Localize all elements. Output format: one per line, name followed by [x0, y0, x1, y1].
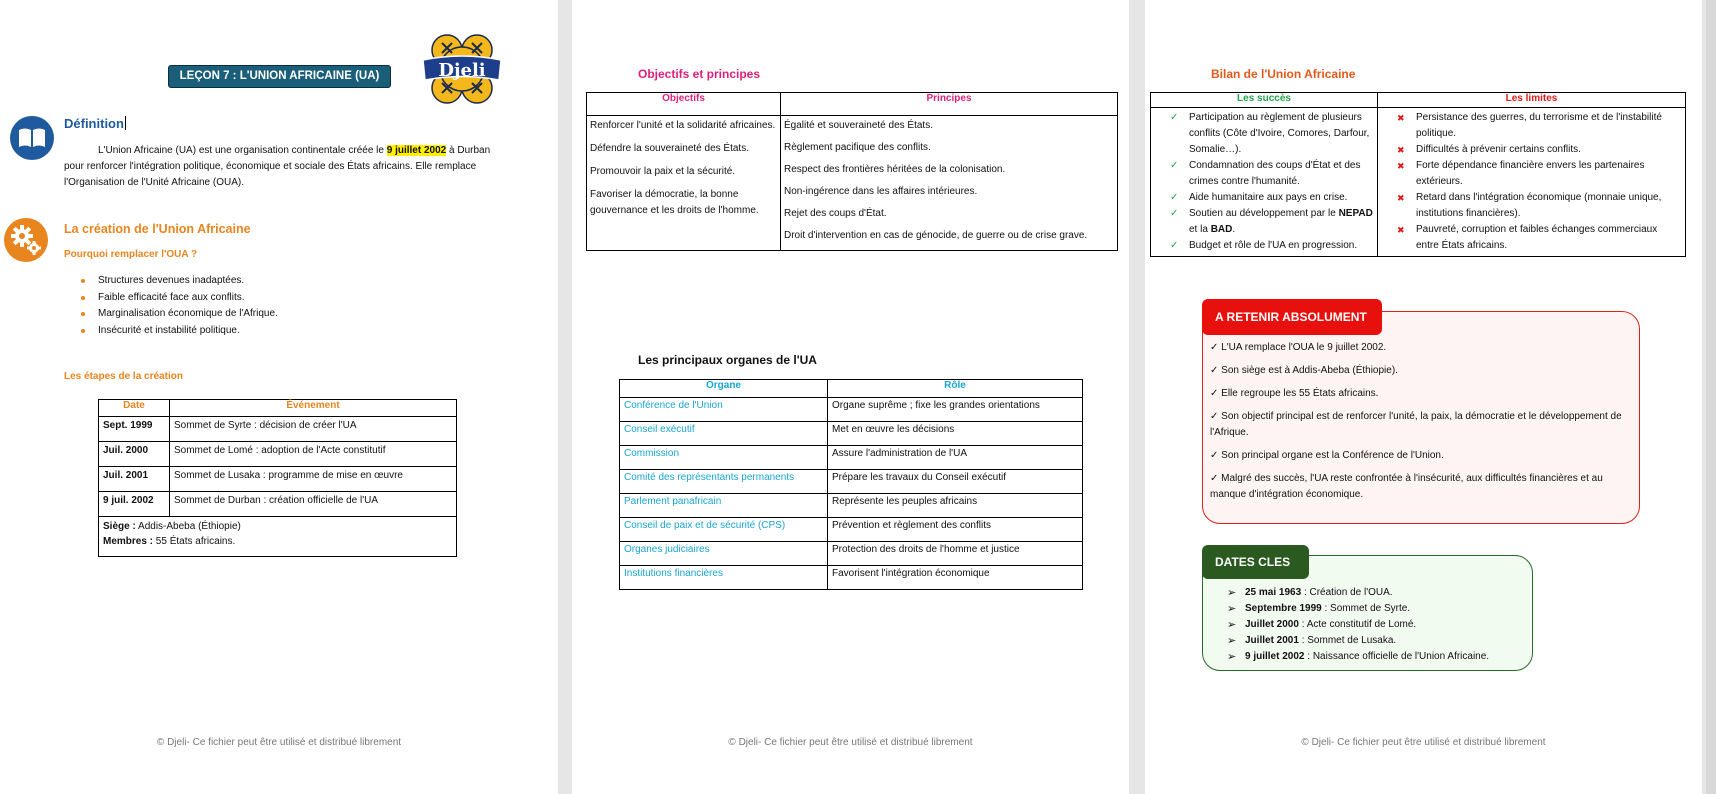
cross-icon: ✖: [1397, 113, 1405, 123]
bilan-heading: Bilan de l'Union Africaine: [1211, 67, 1356, 81]
list-item: ✓ Son principal organe est la Conférence de l'Union.: [1210, 450, 1444, 461]
column-header: Rôle: [828, 380, 1083, 398]
table-row: [587, 116, 1118, 251]
page-1: [0, 0, 558, 794]
definition-heading: Définition: [64, 116, 124, 131]
column-header: Les limites: [1378, 93, 1686, 108]
table-row: Comité des représentants permanents Prépare les travaux du Conseil exécutif: [620, 470, 1083, 494]
organs-table: [619, 379, 1083, 590]
bilan-table: [1150, 92, 1686, 257]
list-item: ✖ Pauvreté, corruption et faibles échanges commerciaux entre États africains.: [1397, 224, 1658, 251]
logo-text: Djeli: [438, 60, 486, 81]
objectives-cell: Renforcer l'unité et la solidarité africaines. Défendre la souveraineté des États. Promouvoir la paix et la sécurité. Favoriser la démocratie, la bonne gouvernance et les droits de l'homme.: [587, 116, 781, 251]
table-row: Conseil de paix et de sécurité (CPS) Prévention et règlement des conflits: [620, 518, 1083, 542]
arrow-icon: ➢: [1227, 619, 1237, 631]
list-item: ✓ Elle regroupe les 55 États africains.: [1210, 388, 1379, 399]
table-row: Sept. 1999 Sommet de Syrte : décision de créer l'UA: [99, 417, 457, 442]
check-icon: ✓: [1170, 160, 1179, 171]
table-row: Commission Assure l'administration de l'UA: [620, 446, 1083, 470]
page-footer: © Djeli- Ce fichier peut être utilisé et distribué librement: [156, 737, 402, 748]
list-item: ➢ 25 mai 1963 : Création de l'OUA.: [1227, 587, 1393, 599]
table-row: 9 juil. 2002 Sommet de Durban : création officielle de l'UA: [99, 492, 457, 517]
definition-text: L'Union Africaine (UA) est une organisation continentale créée le 9 juillet 2002 à Durban pour renforcer l'intégration politique, économique et sociale des États africains. Elle remplace l'Organisation de l'Unité Africaine (OUA).: [64, 145, 491, 188]
check-icon: ✓: [1170, 240, 1179, 251]
table-row: Juil. 2000 Sommet de Lomé : adoption de l'Acte constitutif: [99, 442, 457, 467]
list-item: ➢ Juillet 2001 : Sommet de Lusaka.: [1227, 635, 1397, 647]
list-item: Insécurité et instabilité politique.: [80, 323, 278, 340]
list-item: Faible efficacité face aux conflits.: [80, 290, 278, 307]
column-header: Principes: [781, 93, 1118, 116]
arrow-icon: ➢: [1227, 635, 1237, 647]
check-icon: ✓: [1170, 192, 1179, 203]
definition-badge: [10, 116, 54, 160]
reasons-list: [80, 273, 278, 339]
list-item: Structures devenues inadaptées.: [80, 273, 278, 290]
list-item: ➢ 9 juillet 2002 : Naissance officielle de l'Union Africaine.: [1227, 651, 1490, 663]
list-item: ✖ Retard dans l'intégration économique (monnaie unique, institutions financières).: [1397, 192, 1662, 219]
page-footer: © Djeli- Ce fichier peut être utilisé et distribué librement: [728, 737, 973, 748]
table-row: [1151, 108, 1686, 257]
creation-heading: La création de l'Union Africaine: [64, 222, 251, 236]
list-item: ✓ Son objectif principal est de renforcer l'unité, la paix, la démocratie et le développement de l'Afrique.: [1210, 411, 1622, 438]
list-item: ✓ Participation au règlement de plusieurs conflits (Côte d'Ivoire, Comores, Darfour, Somalie…).: [1170, 112, 1370, 155]
table-row: Juil. 2001 Sommet de Lusaka : programme de mise en œuvre: [99, 467, 457, 492]
list-item: ✓ Soutien au développement par le NEPAD et la BAD.: [1170, 208, 1373, 235]
column-header: Organe: [620, 380, 828, 398]
siege-cell: Siège : Addis-Abeba (Éthiopie) Membres : 55 États africains.: [99, 517, 457, 557]
list-item: ✓ Malgré des succès, l'UA reste confrontée à l'insécurité, aux difficultés financières et au manque d'intégration économique.: [1210, 473, 1603, 500]
arrow-icon: ➢: [1227, 603, 1237, 615]
arrow-icon: ➢: [1227, 587, 1237, 599]
lesson-title: LEÇON 7 : L'UNION AFRICAINE (UA): [168, 65, 391, 88]
limits-cell: [1378, 108, 1686, 257]
retenir-title: A RETENIR ABSOLUMENT: [1202, 299, 1382, 335]
list-item: ✓ Son siège est à Addis-Abeba (Éthiopie).: [1210, 365, 1398, 376]
dates-title: DATES CLES: [1202, 545, 1309, 579]
list-item: ➢ Septembre 1999 : Sommet de Syrte.: [1227, 603, 1411, 615]
djeli-logo: [417, 30, 507, 108]
column-header: Objectifs: [587, 93, 781, 116]
table-row: [99, 517, 457, 557]
creation-badge: [4, 218, 48, 262]
table-row: Conseil exécutif Met en œuvre les décisions: [620, 422, 1083, 446]
list-item: ✖ Forte dépendance financière envers les partenaires extérieurs.: [1397, 160, 1645, 187]
table-row: Organes judiciaires Protection des droits de l'homme et justice: [620, 542, 1083, 566]
retenir-list: [1210, 340, 1634, 510]
column-header: Date: [99, 400, 170, 417]
vertical-scrollbar[interactable]: [1706, 0, 1716, 794]
successes-cell: [1151, 108, 1378, 257]
steps-heading: Les étapes de la création: [64, 371, 183, 382]
text-cursor: [125, 116, 126, 130]
table-row: Conférence de l'Union Organe suprême ; fixe les grandes orientations: [620, 398, 1083, 422]
list-item: ✓ Aide humanitaire aux pays en crise.: [1151, 190, 1374, 206]
why-heading: Pourquoi remplacer l'OUA ?: [64, 249, 198, 260]
objectives-heading: Objectifs et principes: [638, 67, 761, 81]
organs-heading: Les principaux organes de l'UA: [638, 353, 817, 367]
cross-icon: ✖: [1397, 225, 1405, 235]
list-item: ✓ L'UA remplace l'OUA le 9 juillet 2002.: [1210, 342, 1387, 353]
column-header: Les succès: [1151, 93, 1378, 108]
table-row: Parlement panafricain Représente les peuples africains: [620, 494, 1083, 518]
gear-icon: [4, 218, 48, 262]
cross-icon: ✖: [1397, 161, 1405, 171]
list-item: ✖ Difficultés à prévenir certains conflits.: [1378, 142, 1682, 158]
list-item: ➢ Juillet 2000 : Acte constitutif de Lomé.: [1227, 619, 1417, 631]
cross-icon: ✖: [1397, 193, 1405, 203]
dates-list: [1227, 585, 1489, 665]
check-icon: ✓: [1170, 208, 1179, 219]
principles-cell: Égalité et souveraineté des États. Règlement pacifique des conflits. Respect des frontières héritées de la colonisation. Non-ingérence dans les affaires intérieures. Rejet des coups d'État. Droit d'intervention en cas de génocide, de guerre ou de crise grave.: [781, 116, 1118, 251]
cross-icon: ✖: [1397, 145, 1405, 155]
date-highlight: 9 juillet 2002: [386, 145, 447, 156]
objectives-table: [586, 92, 1118, 251]
book-icon: [10, 116, 54, 160]
steps-table: [98, 399, 457, 557]
page-footer: © Djeli- Ce fichier peut être utilisé et distribué librement: [1301, 737, 1546, 748]
list-item: ✓ Budget et rôle de l'UA en progression.: [1151, 238, 1374, 254]
arrow-icon: ➢: [1227, 651, 1237, 663]
page-2: [572, 0, 1129, 794]
column-header: Événement: [170, 400, 457, 417]
list-item: ✓ Condamnation des coups d'État et des crimes contre l'humanité.: [1170, 160, 1361, 187]
list-item: ✖ Persistance des guerres, du terrorisme et de l'instabilité politique.: [1397, 112, 1662, 139]
page-3: [1145, 0, 1702, 794]
check-icon: ✓: [1170, 112, 1179, 123]
list-item: Marginalisation économique de l'Afrique.: [80, 306, 278, 323]
table-row: Institutions financières Favorisent l'intégration économique: [620, 566, 1083, 590]
